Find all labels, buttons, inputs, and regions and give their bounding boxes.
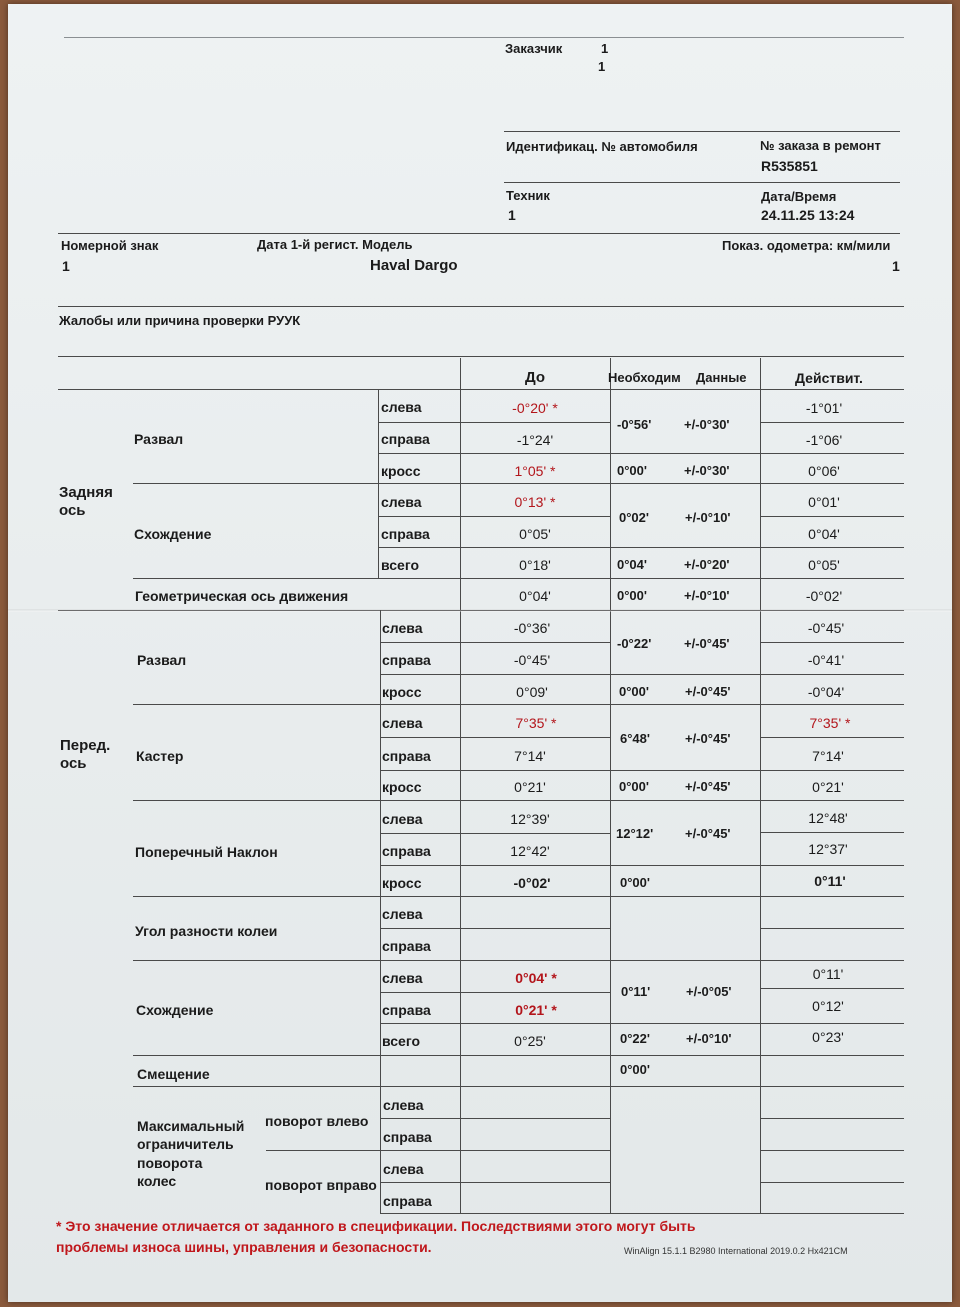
side-label: кросс bbox=[382, 875, 422, 891]
front-toe-left-actual: 0°11' bbox=[812, 966, 844, 982]
rear-toe-left-before: 0°13' * bbox=[514, 494, 556, 510]
rear-camber-tol: +/-0°30' bbox=[684, 417, 730, 432]
complaint-bottom-rule bbox=[58, 356, 904, 357]
caster-req: 6°48' bbox=[620, 731, 650, 746]
sai-right-before: 12°42' bbox=[510, 843, 550, 859]
order-label: № заказа в ремонт bbox=[760, 138, 881, 153]
side-label: справа bbox=[382, 748, 431, 764]
front-camber-label: Развал bbox=[137, 652, 187, 668]
registration-model-label: Дата 1-й регист. Модель bbox=[257, 237, 413, 252]
side-label: справа bbox=[382, 652, 431, 668]
front-camber-right-actual: -0°41' bbox=[807, 652, 845, 668]
side-label: кросс bbox=[381, 463, 421, 479]
setback-label: Смещение bbox=[137, 1066, 210, 1082]
row-rule bbox=[380, 1118, 610, 1119]
row-rule bbox=[760, 642, 904, 643]
front-camber-req: -0°22' bbox=[617, 636, 652, 651]
rear-camber-left-actual: -1°01' bbox=[805, 400, 843, 416]
sai-cross-actual: 0°11' bbox=[814, 873, 846, 889]
front-camber-cross-actual: -0°04' bbox=[807, 684, 845, 700]
rear-toe-total-before: 0°18' bbox=[519, 557, 551, 573]
row-rule bbox=[133, 578, 904, 579]
caster-tol: +/-0°45' bbox=[685, 731, 731, 746]
row-rule bbox=[133, 1055, 904, 1056]
row-rule bbox=[133, 704, 904, 705]
side-label: слева bbox=[381, 494, 422, 510]
turn-left-label: поворот влево bbox=[265, 1113, 369, 1129]
row-rule bbox=[133, 800, 904, 801]
row-rule bbox=[133, 1086, 904, 1087]
front-camber-tol: +/-0°45' bbox=[684, 636, 730, 651]
front-camber-cross-before: 0°09' bbox=[516, 684, 548, 700]
rear-toe-left-actual: 0°01' bbox=[808, 494, 840, 510]
front-toe-left-before: 0°04' * bbox=[515, 970, 557, 986]
rear-toe-req: 0°02' bbox=[619, 510, 649, 525]
front-toe-right-before: 0°21' * bbox=[515, 1002, 557, 1018]
row-rule bbox=[266, 1150, 610, 1151]
max-steer-label-1: Максимальный bbox=[137, 1118, 245, 1134]
side-label: слева bbox=[382, 620, 423, 636]
side-label: справа bbox=[381, 431, 430, 447]
max-steer-label-3: поворота bbox=[137, 1155, 203, 1171]
caster-label: Кастер bbox=[136, 748, 184, 764]
row-rule bbox=[133, 896, 904, 897]
row-rule bbox=[380, 833, 610, 834]
col-header-required: Необходим bbox=[608, 370, 681, 385]
sai-tol: +/-0°45' bbox=[685, 826, 731, 841]
caster-left-actual: 7°35' * bbox=[809, 715, 851, 731]
tech-label: Техник bbox=[506, 188, 550, 203]
side-label: справа bbox=[382, 938, 431, 954]
datetime-value: 24.11.25 13:24 bbox=[761, 207, 855, 223]
model-value: Haval Dargo bbox=[370, 257, 458, 274]
rear-toe-total-actual: 0°05' bbox=[808, 557, 840, 573]
sai-left-before: 12°39' bbox=[510, 811, 550, 827]
rear-camber-cross-req: 0°00' bbox=[617, 463, 647, 478]
toe-out-label: Угол разности колеи bbox=[135, 923, 278, 939]
side-label: слева bbox=[382, 970, 423, 986]
side-label: слева bbox=[383, 1097, 424, 1113]
table-bottom-rule bbox=[380, 1213, 904, 1214]
row-rule bbox=[760, 737, 904, 738]
caster-cross-actual: 0°21' bbox=[812, 779, 844, 795]
turn-right-label: поворот вправо bbox=[265, 1177, 377, 1193]
thrust-angle-req: 0°00' bbox=[617, 588, 647, 603]
sai-right-actual: 12°37' bbox=[808, 841, 848, 857]
row-rule bbox=[760, 832, 904, 833]
rear-camber-req: -0°56' bbox=[617, 417, 652, 432]
row-rule bbox=[760, 1150, 904, 1151]
row-rule bbox=[760, 928, 904, 929]
table-header-bottom bbox=[58, 389, 904, 390]
front-axle-label-1: Перед. bbox=[60, 737, 111, 754]
software-version: WinAlign 15.1.1 B2980 International 2019.0.2 Hx421CM bbox=[624, 1246, 848, 1256]
thrust-angle-label: Геометрическая ось движения bbox=[135, 588, 349, 604]
datetime-label: Дата/Время bbox=[761, 189, 837, 204]
rear-camber-right-actual: -1°06' bbox=[805, 432, 843, 448]
vin-rule bbox=[504, 131, 900, 132]
row-rule bbox=[760, 988, 904, 989]
caster-cross-req: 0°00' bbox=[619, 779, 649, 794]
rear-toe-label: Схождение bbox=[134, 526, 212, 542]
rear-toe-right-before: 0°05' bbox=[519, 526, 551, 542]
col-side-left-front bbox=[380, 610, 381, 1214]
side-label: справа bbox=[382, 1002, 431, 1018]
row-rule bbox=[380, 737, 610, 738]
sai-req: 12°12' bbox=[616, 826, 654, 841]
vin-label: Идентификац. № автомобиля bbox=[506, 139, 698, 154]
customer-value-2: 1 bbox=[598, 59, 606, 74]
sai-cross-req: 0°00' bbox=[620, 875, 650, 890]
plate-value: 1 bbox=[62, 258, 70, 274]
rear-axle-label-1: Задняя bbox=[59, 484, 113, 501]
row-rule bbox=[378, 453, 904, 454]
front-camber-left-before: -0°36' bbox=[513, 620, 551, 636]
sai-left-actual: 12°48' bbox=[808, 810, 848, 826]
rear-camber-cross-actual: 0°06' bbox=[808, 463, 840, 479]
front-toe-total-before: 0°25' bbox=[514, 1033, 546, 1049]
vehicle-rule bbox=[58, 233, 900, 234]
front-toe-right-actual: 0°12' bbox=[812, 998, 844, 1014]
side-label: кросс bbox=[382, 779, 422, 795]
side-label: кросс bbox=[382, 684, 422, 700]
side-label: слева bbox=[382, 906, 423, 922]
row-rule bbox=[380, 770, 904, 771]
front-camber-cross-req: 0°00' bbox=[619, 684, 649, 699]
tech-rule bbox=[504, 182, 900, 183]
front-toe-tol: +/-0°05' bbox=[686, 984, 732, 999]
warning-line-1: * Это значение отличается от заданного в спецификации. Последствиями этого могут быть bbox=[56, 1218, 696, 1234]
caster-right-before: 7°14' bbox=[514, 748, 546, 764]
caster-cross-tol: +/-0°45' bbox=[685, 779, 731, 794]
front-toe-label: Схождение bbox=[136, 1002, 214, 1018]
front-camber-cross-tol: +/-0°45' bbox=[685, 684, 731, 699]
rear-toe-right-actual: 0°04' bbox=[808, 526, 840, 542]
sai-cross-before: -0°02' bbox=[513, 875, 551, 891]
front-toe-total-req: 0°22' bbox=[620, 1031, 650, 1046]
front-toe-req: 0°11' bbox=[621, 984, 651, 999]
side-label: слева bbox=[381, 399, 422, 415]
side-label: слева bbox=[383, 1161, 424, 1177]
col-header-data: Данные bbox=[696, 370, 747, 385]
setback-req: 0°00' bbox=[620, 1062, 650, 1077]
caster-cross-before: 0°21' bbox=[514, 779, 546, 795]
sai-label: Поперечный Наклон bbox=[135, 844, 278, 860]
row-rule bbox=[378, 547, 904, 548]
thrust-angle-actual: -0°02' bbox=[805, 588, 843, 604]
side-label: слева bbox=[382, 715, 423, 731]
odometer-value: 1 bbox=[892, 258, 900, 274]
plate-label: Номерной знак bbox=[61, 238, 159, 253]
row-rule bbox=[760, 1182, 904, 1183]
rear-camber-cross-tol: +/-0°30' bbox=[684, 463, 730, 478]
customer-label: Заказчик bbox=[505, 41, 563, 56]
rear-camber-cross-before: 1°05' * bbox=[514, 463, 556, 479]
front-toe-total-actual: 0°23' bbox=[812, 1029, 844, 1045]
rear-camber-right-before: -1°24' bbox=[516, 432, 554, 448]
paper-fold bbox=[8, 609, 952, 612]
row-rule bbox=[380, 674, 904, 675]
top-rule bbox=[64, 37, 904, 38]
printout-sheet bbox=[8, 4, 952, 1302]
front-toe-total-tol: +/-0°10' bbox=[686, 1031, 732, 1046]
front-axle-label-2: ось bbox=[60, 755, 87, 772]
side-label: всего bbox=[382, 1033, 421, 1049]
col-side-left bbox=[378, 389, 379, 579]
col-header-actual: Действит. bbox=[795, 370, 863, 386]
rear-toe-total-tol: +/-0°20' bbox=[684, 557, 730, 572]
row-rule bbox=[380, 642, 610, 643]
row-rule bbox=[380, 1023, 904, 1024]
side-label: слева bbox=[382, 811, 423, 827]
row-rule bbox=[380, 1182, 610, 1183]
rear-camber-label: Развал bbox=[134, 431, 184, 447]
row-rule bbox=[378, 516, 610, 517]
col-header-before: До bbox=[524, 369, 546, 386]
max-steer-label-2: ограничитель bbox=[137, 1136, 234, 1152]
odometer-label: Показ. одометра: км/мили bbox=[722, 238, 891, 253]
caster-right-actual: 7°14' bbox=[812, 748, 844, 764]
side-label: справа bbox=[383, 1193, 432, 1209]
row-rule bbox=[380, 865, 904, 866]
row-rule bbox=[760, 1118, 904, 1119]
order-value: R535851 bbox=[761, 158, 818, 174]
row-rule bbox=[760, 516, 904, 517]
rear-camber-left-before: -0°20' * bbox=[512, 400, 558, 416]
rear-toe-total-req: 0°04' bbox=[617, 557, 647, 572]
row-rule bbox=[380, 992, 610, 993]
customer-value-1: 1 bbox=[601, 41, 609, 56]
thrust-angle-before: 0°04' bbox=[519, 588, 551, 604]
warning-line-2: проблемы износа шины, управления и безопасности. bbox=[56, 1239, 432, 1255]
side-label: справа bbox=[381, 526, 430, 542]
front-camber-left-actual: -0°45' bbox=[807, 620, 845, 636]
row-rule bbox=[378, 422, 610, 423]
side-label: всего bbox=[381, 557, 420, 573]
max-steer-label-4: колес bbox=[137, 1173, 177, 1189]
row-rule bbox=[760, 422, 904, 423]
side-label: справа bbox=[382, 843, 431, 859]
row-rule bbox=[133, 483, 904, 484]
rear-axle-label-2: ось bbox=[59, 502, 86, 519]
caster-left-before: 7°35' * bbox=[515, 715, 557, 731]
complaint-top-rule bbox=[58, 306, 904, 307]
complaint-label: Жалобы или причина проверки РУУК bbox=[59, 313, 301, 328]
row-rule bbox=[380, 928, 610, 929]
front-camber-right-before: -0°45' bbox=[513, 652, 551, 668]
tech-value: 1 bbox=[508, 207, 516, 223]
rear-toe-tol: +/-0°10' bbox=[685, 510, 731, 525]
row-rule bbox=[133, 960, 904, 961]
side-label: справа bbox=[383, 1129, 432, 1145]
thrust-angle-tol: +/-0°10' bbox=[684, 588, 730, 603]
